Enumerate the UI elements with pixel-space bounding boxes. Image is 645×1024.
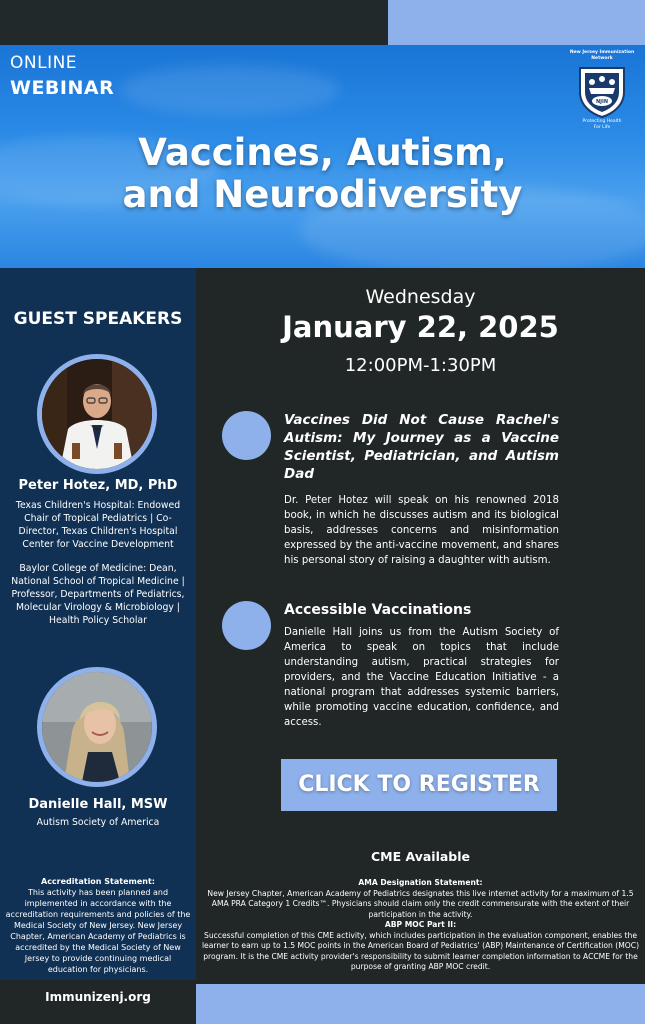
speaker-name-hotez: Peter Hotez, MD, PhD: [18, 478, 178, 493]
accreditation-statement: [4, 876, 192, 975]
top-bar-accent: [388, 0, 645, 45]
speaker-photo-hall: [37, 667, 157, 787]
register-button[interactable]: CLICK TO REGISTER: [281, 759, 557, 811]
logo-badge-text: NJIN: [595, 99, 609, 105]
event-panel: [196, 268, 645, 984]
logo-tagline-2: For Life: [593, 125, 611, 130]
cme-heading: CME Available: [370, 849, 471, 864]
hero-banner: [0, 45, 645, 268]
accreditation-text: This activity has been planned and implemented in accordance with the accreditation requirements and policies of the Medical Society of New Jersey. New Jersey Chapter, American Academy of Pediatrics is accredited by the Medical Society of New Jersey to provide continuing medical education for physicians.: [5, 888, 191, 974]
event-day: Wednesday: [365, 286, 476, 308]
footer-accent-bar: [196, 984, 645, 1024]
speakers-panel: [0, 268, 196, 980]
topic-title-1: Vaccines Did Not Cause Rachel's Autism: My Journey as a Vaccine Scientist, Pediatrician, and Autism Dad: [284, 412, 559, 482]
website-link[interactable]: Immunizenj.org: [45, 990, 151, 1004]
topic-description-1: Dr. Peter Hotez will speak on his renowned 2018 book, in which he discusses autism and its biological basis, addresses concerns and misinformation expressed by the anti-vaccine movement, and shares his personal story of raising a daughter with autism.: [284, 495, 559, 566]
portrait-hotez: [42, 359, 152, 469]
abp-text: Successful completion of this CME activity, which includes participation in the evaluation component, enables the learner to earn up to 1.5 MOC points in the American Board of Pediatrics' (ABP) Maintenance of Certification (MOC) program. It is the CME activity provider's responsibility to submit learner completion information to ACCME for the purpose of granting ABP MOC credit.: [201, 930, 640, 971]
speaker-affiliation-hotez-2: Baylor College of Medicine: Dean, National School of Tropical Medicine | Professor, Departments of Pediatrics, Molecular Virology & Microbiology | Health Policy Scholar: [11, 563, 185, 626]
portrait-hall: [42, 672, 152, 782]
njin-logo: [566, 50, 638, 131]
cme-details: [196, 878, 645, 973]
webinar-label: WEBINAR: [10, 77, 115, 99]
speaker-affiliation-hall: Autism Society of America: [36, 817, 160, 828]
online-label: ONLINE: [10, 53, 78, 73]
topic-bullet-1: [222, 411, 271, 460]
accreditation-title: Accreditation Statement:: [41, 877, 155, 886]
logo-tagline-1: Protecting Health: [582, 119, 622, 124]
event-time: 12:00PM-1:30PM: [344, 355, 497, 376]
logo-org-name: New Jersey Immunization Network: [569, 50, 635, 61]
abp-title: ABP MOC Part II:: [384, 920, 457, 929]
speaker-affiliation-hotez-1: Texas Children's Hospital: Endowed Chair of Tropical Pediatrics | Co-Director, Texas Children's Hospital Center for Vaccine Development: [15, 500, 181, 550]
speaker-name-hall: Danielle Hall, MSW: [28, 797, 168, 812]
topic-description-2: Danielle Hall joins us from the Autism Society of America to speak on topics that include understanding autism, practical strategies for providers, and the Vaccine Education Initiative - a national program that addresses systemic barriers, while promoting vaccine education, confidence, and access.: [284, 627, 559, 728]
top-bar-dark: [0, 0, 388, 45]
event-date: January 22, 2025: [282, 310, 559, 344]
sky-cloud: [120, 65, 340, 115]
ama-title: AMA Designation Statement:: [358, 878, 483, 887]
footer-left: [0, 980, 196, 1024]
ama-text: New Jersey Chapter, American Academy of Pediatrics designates this live internet activity for a maximum of 1.5 AMA PRA Category 1 Credits™. Physicians should claim only the credit commensurate with the extent of their participation in the activity.: [207, 888, 634, 919]
title-line-1: Vaccines, Autism,: [138, 131, 507, 174]
shield-icon: [576, 64, 628, 118]
title-line-2: and Neurodiversity: [122, 173, 523, 216]
page-title: [0, 132, 645, 216]
topic-title-2: Accessible Vaccinations: [284, 602, 472, 618]
speaker-photo-hotez: [37, 354, 157, 474]
topic-bullet-2: [222, 601, 271, 650]
speakers-heading: GUEST SPEAKERS: [13, 309, 183, 329]
